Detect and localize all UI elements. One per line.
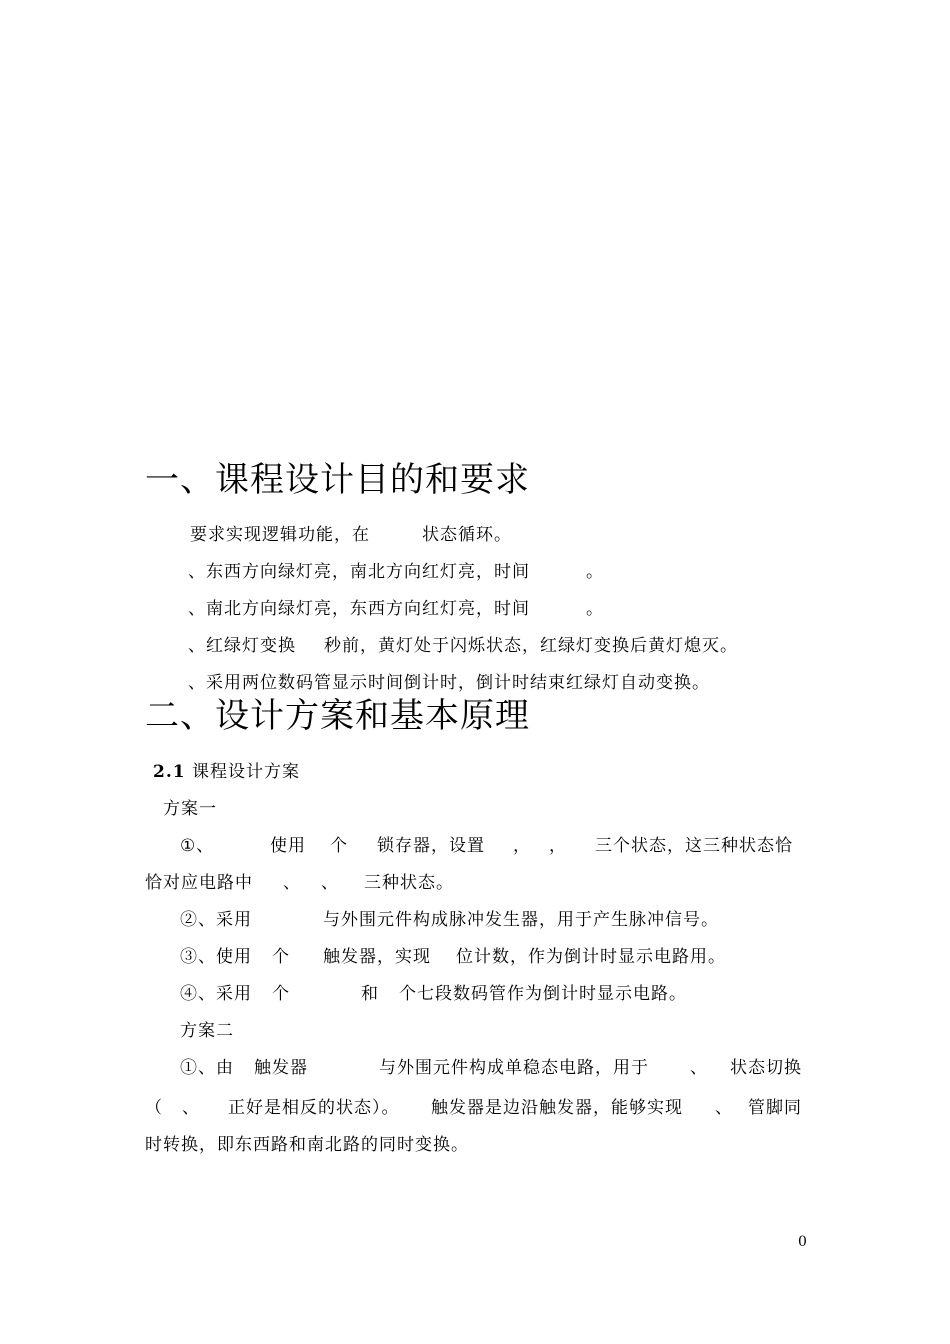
requirement-intro	[190, 520, 790, 544]
subsection-heading	[153, 757, 300, 782]
plan-1-item-3	[180, 942, 800, 966]
text-fragment: 、	[182, 1098, 200, 1118]
text-fragment: 和	[361, 984, 379, 1004]
text-fragment: 、	[283, 873, 301, 893]
text-fragment: （	[145, 1098, 163, 1118]
text-fragment: 状态切换	[730, 1058, 802, 1078]
plan-2-line-2	[145, 1093, 810, 1117]
plan-1-item-1-line-1	[145, 831, 810, 855]
requirement-item-2	[188, 594, 788, 618]
text-fragment: 、东西方向绿灯亮，南北方向红灯亮，时间	[188, 562, 530, 582]
text-fragment: 个	[272, 947, 290, 967]
plan-2-label: 方案二	[180, 1021, 234, 1041]
text-fragment: 恰对应电路中	[145, 873, 253, 893]
text-fragment: 、采用两位数码管显示时间倒计时，倒计时结束红绿灯自动变换。	[188, 673, 710, 693]
text-fragment: 与外围元件构成单稳态电路，用于	[379, 1058, 649, 1078]
text-fragment: 触发器，实现	[323, 947, 431, 967]
text-fragment: 个	[272, 984, 290, 1004]
requirement-item-1	[188, 557, 788, 581]
text-fragment: 三个状态，这三种状态恰	[595, 836, 793, 856]
text-fragment: 位计数，作为倒计时显示电路用。	[456, 947, 726, 967]
text-fragment: 个	[330, 836, 348, 856]
section-1-heading: 一、课程设计目的和要求	[145, 460, 530, 500]
text-fragment: 。	[586, 599, 604, 619]
text-fragment: 正好是相反的状态）。	[228, 1098, 400, 1118]
requirement-item-3	[188, 631, 808, 655]
text-fragment: ，	[549, 836, 567, 856]
text-fragment: 、	[321, 873, 339, 893]
text-fragment: ②、采用	[180, 910, 252, 930]
text-fragment: 状态循环。	[422, 525, 512, 545]
text-fragment: 锁存器，设置	[377, 836, 485, 856]
plan-2-line-3: 时转换，即东西路和南北路的同时变换。	[145, 1135, 469, 1155]
text-fragment: 要求实现逻辑功能，在	[190, 525, 370, 545]
text-fragment: 、	[690, 1058, 708, 1078]
subsection-title: 课程设计方案	[191, 762, 300, 782]
text-fragment: 、红绿灯变换	[188, 636, 296, 656]
text-fragment: ③、使用	[180, 947, 252, 967]
plan-1-item-1-line-2	[145, 868, 810, 892]
text-fragment: ①、由	[180, 1058, 234, 1078]
text-fragment: ④、采用	[180, 984, 252, 1004]
text-fragment: ，	[513, 836, 531, 856]
plan-1-item-4	[180, 979, 800, 1003]
subsection-number: 2.1	[153, 762, 186, 782]
page-number: 0	[798, 1234, 807, 1250]
text-fragment: ①、	[180, 836, 215, 856]
text-fragment: 个七段数码管作为倒计时显示电路。	[399, 984, 687, 1004]
text-fragment: 管脚同	[748, 1098, 802, 1118]
plan-1-item-2	[180, 905, 800, 929]
text-fragment: 三种状态。	[364, 873, 454, 893]
text-fragment: 触发器是边沿触发器，能够实现	[431, 1098, 683, 1118]
text-fragment: 触发器	[254, 1058, 308, 1078]
plan-1-label: 方案一	[163, 799, 217, 819]
text-fragment: 。	[586, 562, 604, 582]
text-fragment: 与外围元件构成脉冲发生器，用于产生脉冲信号。	[323, 910, 719, 930]
text-fragment: 、	[715, 1098, 733, 1118]
text-fragment: 使用	[270, 836, 306, 856]
plan-2-line-1	[180, 1053, 810, 1077]
text-fragment: 、南北方向绿灯亮，东西方向红灯亮，时间	[188, 599, 530, 619]
text-fragment: 秒前，黄灯处于闪烁状态，红绿灯变换后黄灯熄灭。	[324, 636, 738, 656]
section-2-heading: 二、设计方案和基本原理	[145, 696, 530, 736]
